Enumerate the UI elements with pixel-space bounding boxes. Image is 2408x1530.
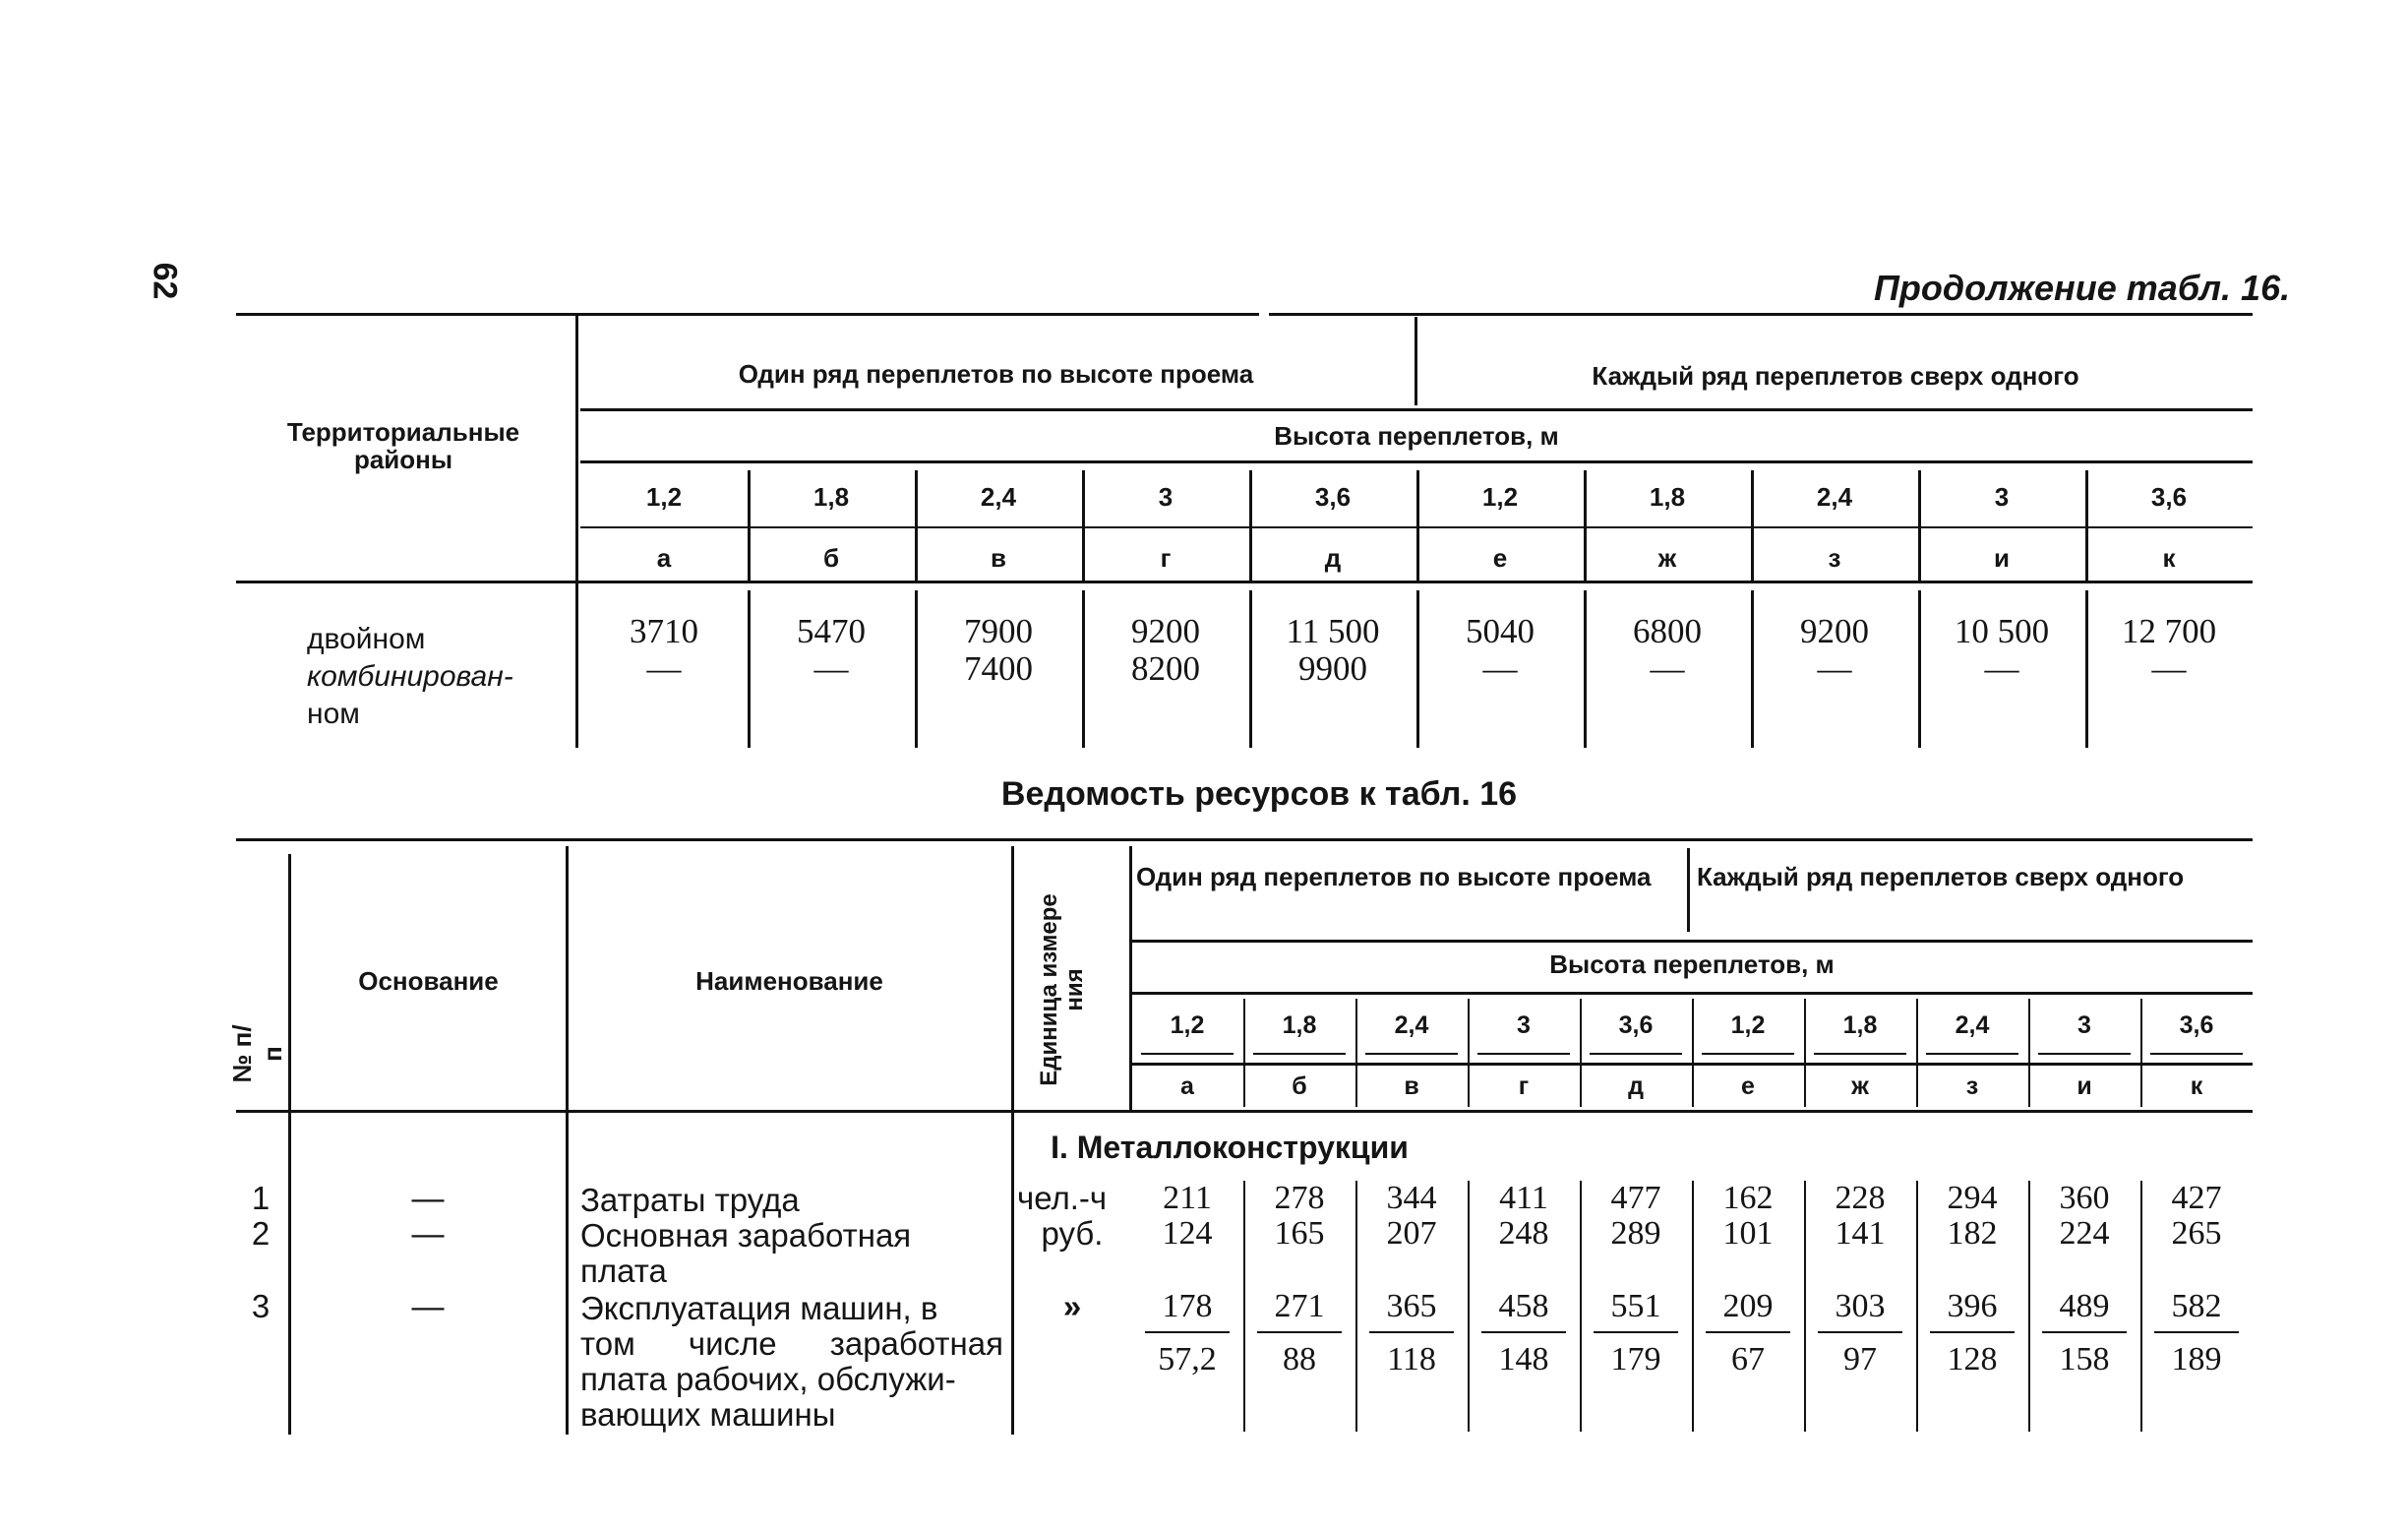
table1-value-top: 12 700: [2121, 612, 2217, 650]
table1-row-label-1: двойном: [307, 623, 426, 655]
table2-fraction-rule: [1257, 1331, 1342, 1333]
table1-height-cell: 2,4: [980, 482, 1017, 512]
table2-fraction-rule: [1930, 1331, 2015, 1333]
top-rule-right: [1269, 313, 2253, 316]
table1-letter-cell: д: [1324, 543, 1342, 573]
table1-letter-cell: а: [656, 543, 672, 573]
row1-unit: чел.-ч: [1017, 1180, 1108, 1216]
table2-row2-value: 289: [1610, 1215, 1661, 1252]
table2-fraction-rule: [1594, 1331, 1678, 1333]
table1-value-bottom: —: [1817, 649, 1852, 688]
section-title: I. Металлоконструкции: [1051, 1130, 1409, 1165]
row3-basis: —: [411, 1288, 445, 1324]
table1-height-cell: 1,2: [645, 482, 683, 512]
row1-basis: —: [411, 1180, 445, 1216]
table2-row3-subvalue: 88: [1283, 1341, 1316, 1377]
table2-height-cell: 1,8: [1282, 1011, 1317, 1039]
table2-row3-value: 551: [1610, 1288, 1661, 1324]
row3-name-line4: вающих машины: [580, 1396, 836, 1433]
table2-row3-value: 209: [1722, 1288, 1774, 1324]
table2-row3-value: 489: [2059, 1288, 2110, 1324]
table2-height-rule: [1365, 1053, 1458, 1055]
table2-row2-value: 182: [1947, 1215, 1998, 1252]
row2-num: 2: [251, 1215, 271, 1252]
row1-num: 1: [251, 1180, 271, 1216]
table2-row2-value: 141: [1835, 1215, 1886, 1252]
table1-value-bottom: —: [1482, 649, 1518, 688]
table1-value-bottom: —: [646, 649, 682, 688]
table1-height-cell: 1,8: [1649, 482, 1686, 512]
table1-height-header: Высота переплетов, м: [1274, 421, 1559, 451]
table2-group1-header: Один ряд переплетов по высоте проема: [1136, 862, 1652, 891]
continuation-title: Продолжение табл. 16.: [1874, 268, 2291, 308]
table1-value-top: 9200: [1131, 612, 1200, 650]
table2-height-rule: [1141, 1053, 1234, 1055]
row2-unit: руб.: [1041, 1215, 1104, 1252]
table2-row3-value: 303: [1835, 1288, 1886, 1324]
table2-row2-value: 101: [1722, 1215, 1774, 1252]
table1-value-bottom: 7400: [964, 649, 1033, 688]
row2-name-line1: Основная заработная: [580, 1217, 912, 1254]
table2-height-rule: [1814, 1053, 1906, 1055]
table2-letter-cell: д: [1628, 1072, 1644, 1100]
table1-row-label-2: комбинирован-: [307, 660, 513, 693]
table2-row3-subvalue: 67: [1731, 1341, 1765, 1377]
resources-title: Ведомость ресурсов к табл. 16: [1000, 775, 1518, 813]
table1-letter-cell: г: [1160, 543, 1172, 573]
table2-height-cell: 2,4: [1394, 1011, 1429, 1039]
table1-value-top: 7900: [964, 612, 1033, 650]
table2-height-rule: [1477, 1053, 1570, 1055]
table2-row2-value: 248: [1498, 1215, 1549, 1252]
table1-value-top: 11 500: [1286, 612, 1380, 650]
table2-fraction-rule: [2042, 1331, 2127, 1333]
table1-letter-cell: е: [1492, 543, 1508, 573]
table2-row2-value: 124: [1162, 1215, 1213, 1252]
table2-letter-cell: ж: [1851, 1072, 1869, 1100]
table2-height-cell: 2,4: [1955, 1011, 1990, 1039]
table1-value-top: 5470: [797, 612, 866, 650]
table2-fraction-rule: [1145, 1331, 1230, 1333]
page-number: 62: [146, 262, 184, 300]
table1-region-header: Территориальные районы: [286, 417, 520, 474]
table2-row3-value: 582: [2171, 1288, 2222, 1324]
table2-row3-subvalue: 118: [1387, 1341, 1436, 1377]
table2-name-header: Наименование: [695, 966, 883, 996]
table2-row3-subvalue: 128: [1947, 1341, 1998, 1377]
table2-height-row-rule: [1131, 1063, 2253, 1066]
table1-height-cell: 1,8: [813, 482, 850, 512]
table2-row3-subvalue: 158: [2059, 1341, 2110, 1377]
table2-row3-subvalue: 148: [1498, 1341, 1549, 1377]
table2-row1-value: 411: [1499, 1180, 1548, 1216]
table2-fraction-rule: [1818, 1331, 1902, 1333]
table2-row3-value: 271: [1274, 1288, 1325, 1324]
table2-row1-value: 360: [2059, 1180, 2110, 1216]
table1-value-bottom: 8200: [1131, 649, 1200, 688]
table1-letter-cell: б: [822, 543, 840, 573]
table2-row1-value: 344: [1386, 1180, 1437, 1216]
row1-name: Затраты труда: [580, 1182, 800, 1218]
table2-height-header: Высота переплетов, м: [1549, 949, 1835, 979]
table2-height-cell: 3,6: [2179, 1011, 2214, 1039]
table2-row1-value: 427: [2171, 1180, 2222, 1216]
table2-row3-subvalue: 57,2: [1158, 1341, 1217, 1377]
top-rule: [236, 313, 1259, 316]
table1-value-bottom: —: [813, 649, 849, 688]
table1-value-bottom: —: [1984, 649, 2019, 688]
table1-letter-cell: з: [1828, 543, 1841, 573]
table1-value-bottom: 9900: [1298, 649, 1367, 688]
row3-name-line3: плата рабочих, обслужи-: [580, 1361, 956, 1397]
table2-row3-subvalue: 97: [1843, 1341, 1877, 1377]
table2-height-rule: [2038, 1053, 2131, 1055]
table2-height-cell: 3: [2077, 1011, 2091, 1039]
table2-row2-value: 165: [1274, 1215, 1325, 1252]
table1-value-bottom: —: [2151, 649, 2187, 688]
table2-row3-subvalue: 189: [2171, 1341, 2222, 1377]
table2-height-rule: [1590, 1053, 1682, 1055]
table2-row1-value: 162: [1722, 1180, 1774, 1216]
table2-row3-value: 178: [1162, 1288, 1213, 1324]
row3-name-line2: том числе заработная: [580, 1325, 1003, 1362]
table2-height-rule: [2150, 1053, 2243, 1055]
table2-group2-header: Каждый ряд переплетов сверх одного: [1697, 862, 2185, 891]
table2-height-cell: 3: [1517, 1011, 1531, 1039]
table2-letter-cell: а: [1180, 1072, 1194, 1100]
table2-fraction-rule: [2154, 1331, 2239, 1333]
table2-height-cell: 1,2: [1730, 1011, 1766, 1039]
table2-row2-value: 207: [1386, 1215, 1437, 1252]
table1-value-top: 3710: [630, 612, 698, 650]
row2-name-line2: плата: [580, 1253, 667, 1289]
row2-basis: —: [411, 1215, 445, 1252]
row3-unit: »: [1062, 1288, 1082, 1324]
table2-height-rule: [1702, 1053, 1794, 1055]
table2-row1-value: 294: [1947, 1180, 1998, 1216]
table2-fraction-rule: [1706, 1331, 1790, 1333]
table2-height-cell: 1,8: [1842, 1011, 1878, 1039]
table2-height-cell: 1,2: [1170, 1011, 1205, 1039]
table2-row2-value: 265: [2171, 1215, 2222, 1252]
table1-letter-cell: к: [2162, 543, 2176, 573]
table1-group2-header: Каждый ряд переплетов сверх одного: [1592, 361, 2079, 391]
table2-height-cell: 3,6: [1618, 1011, 1654, 1039]
table2-letter-cell: и: [2077, 1072, 2092, 1100]
table2-fraction-rule: [1481, 1331, 1566, 1333]
table1-value-top: 5040: [1466, 612, 1535, 650]
table2-row1-value: 211: [1163, 1180, 1212, 1216]
table2-row3-value: 365: [1386, 1288, 1437, 1324]
table2-basis-header: Основание: [358, 966, 499, 996]
row3-num: 3: [251, 1288, 271, 1324]
table1-height-cell: 3,6: [2150, 482, 2188, 512]
table2-letter-cell: в: [1404, 1072, 1419, 1100]
table1-value-bottom: —: [1650, 649, 1685, 688]
table1-height-cell: 3: [1158, 482, 1174, 512]
table1-letter-cell: и: [1994, 543, 2010, 573]
table2-letter-cell: е: [1741, 1072, 1755, 1100]
table1-height-cell: 1,2: [1481, 482, 1519, 512]
table2-row3-value: 396: [1947, 1288, 1998, 1324]
table2-letter-cell: з: [1965, 1072, 1979, 1100]
table2-letter-cell: г: [1518, 1072, 1530, 1100]
table1-letter-cell: ж: [1657, 543, 1677, 573]
table1-height-cell: 3: [1994, 482, 2010, 512]
table2-letter-cell: к: [2190, 1072, 2203, 1100]
table2-row2-value: 224: [2059, 1215, 2110, 1252]
table2-height-rule: [1926, 1053, 2018, 1055]
table2-row3-subvalue: 179: [1610, 1341, 1661, 1377]
table1-height-cell: 2,4: [1816, 482, 1853, 512]
table2-unit-header: Единица измере ния: [1036, 893, 1088, 1086]
table1-letter-cell: в: [991, 543, 1006, 573]
table2-row3-value: 458: [1498, 1288, 1549, 1324]
table1-height-cell: 3,6: [1314, 482, 1352, 512]
table2-row1-value: 278: [1274, 1180, 1325, 1216]
table2-num-header: № п/п: [227, 1024, 287, 1083]
table2-letter-cell: б: [1292, 1072, 1307, 1100]
table1-group1-header: Один ряд переплетов по высоте проема: [738, 359, 1254, 389]
table2-height-rule: [1253, 1053, 1346, 1055]
table1-value-top: 9200: [1800, 612, 1869, 650]
table1-value-top: 10 500: [1954, 612, 2050, 650]
table1-value-top: 6800: [1633, 612, 1702, 650]
table2-row1-value: 477: [1610, 1180, 1661, 1216]
table1-row-label-3: ном: [307, 698, 360, 730]
row3-name-line1: Эксплуатация машин, в: [580, 1290, 938, 1326]
table2-row1-value: 228: [1835, 1180, 1886, 1216]
table2-fraction-rule: [1369, 1331, 1454, 1333]
